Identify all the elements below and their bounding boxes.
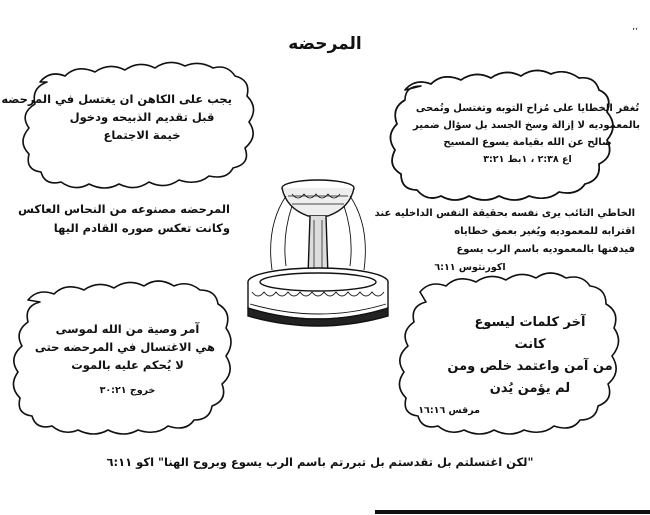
bottom-rule [375, 510, 650, 514]
text-line: وكانت تعكس صوره القادم اليها [53, 221, 230, 235]
box-line: تُغفر الخطايا على مُزاح التوبه وتغتسل وتُمحى [415, 103, 640, 114]
text-reference: اكورنثوس ٦:١١ [434, 262, 506, 273]
box-reference: اع ٢:٣٨ ، ١بط ٣:٢١ [483, 154, 572, 165]
text-line: الخاطي التائب يرى نفسه بحقيقة النفس الداخليه عند [374, 208, 635, 219]
text-line: اقترابه للمعموديه ويُغير بعمق خطاياه [454, 226, 635, 237]
box-line: لم يؤمن يُدن [489, 381, 571, 396]
box-line: هي الاغتسال في المرحضه حتى [34, 340, 215, 354]
box-line: يجب على الكاهن ان يغتسل في المرحضه [1, 92, 232, 106]
box-line: خيمة الاجتماع [103, 128, 181, 142]
text-line: المرحضه مصنوعه من النحاس العاكس [18, 202, 230, 216]
box-bottom-left [34, 320, 215, 400]
box-top-left [1, 90, 232, 144]
box-line: بالمعموديه لا إزالة وسخ الجسد بل سؤال ضمير [413, 120, 640, 131]
bottom-verse: "لكن اغتسلتم بل تقدستم بل تبررتم باسم الرب يسوع وبروح الهنا" اكو ٦:١١ [106, 455, 534, 469]
box-bottom-right [418, 312, 630, 422]
box-reference: مرقس ١٦:١٦ [418, 405, 480, 416]
box-line: كانت [514, 337, 546, 352]
page-title: المرحضه [288, 34, 362, 54]
box-reference: خروج ٣٠:٢١ [99, 385, 156, 396]
text-line: فيدفنها بالمعموديه باسم الرب يسوع [456, 244, 635, 255]
middle-left-text [18, 200, 230, 238]
box-line: من آمن واعتمد خلص ومن [447, 359, 613, 374]
box-line: صالح عن الله بقيامة يسوع المسيح [443, 137, 612, 148]
box-line: لا يُحكم عليه بالموت [71, 358, 184, 372]
laver-icon [248, 180, 388, 326]
box-top-right [415, 100, 640, 168]
box-line: آمر وصية من الله لموسى [55, 322, 200, 336]
box-line: قبل تقديم الذبيحه ودخول [69, 110, 215, 124]
corner-mark: ‚‚ [632, 22, 638, 32]
box-line: آخر كلمات ليسوع [474, 315, 586, 330]
middle-right-text [374, 205, 635, 277]
